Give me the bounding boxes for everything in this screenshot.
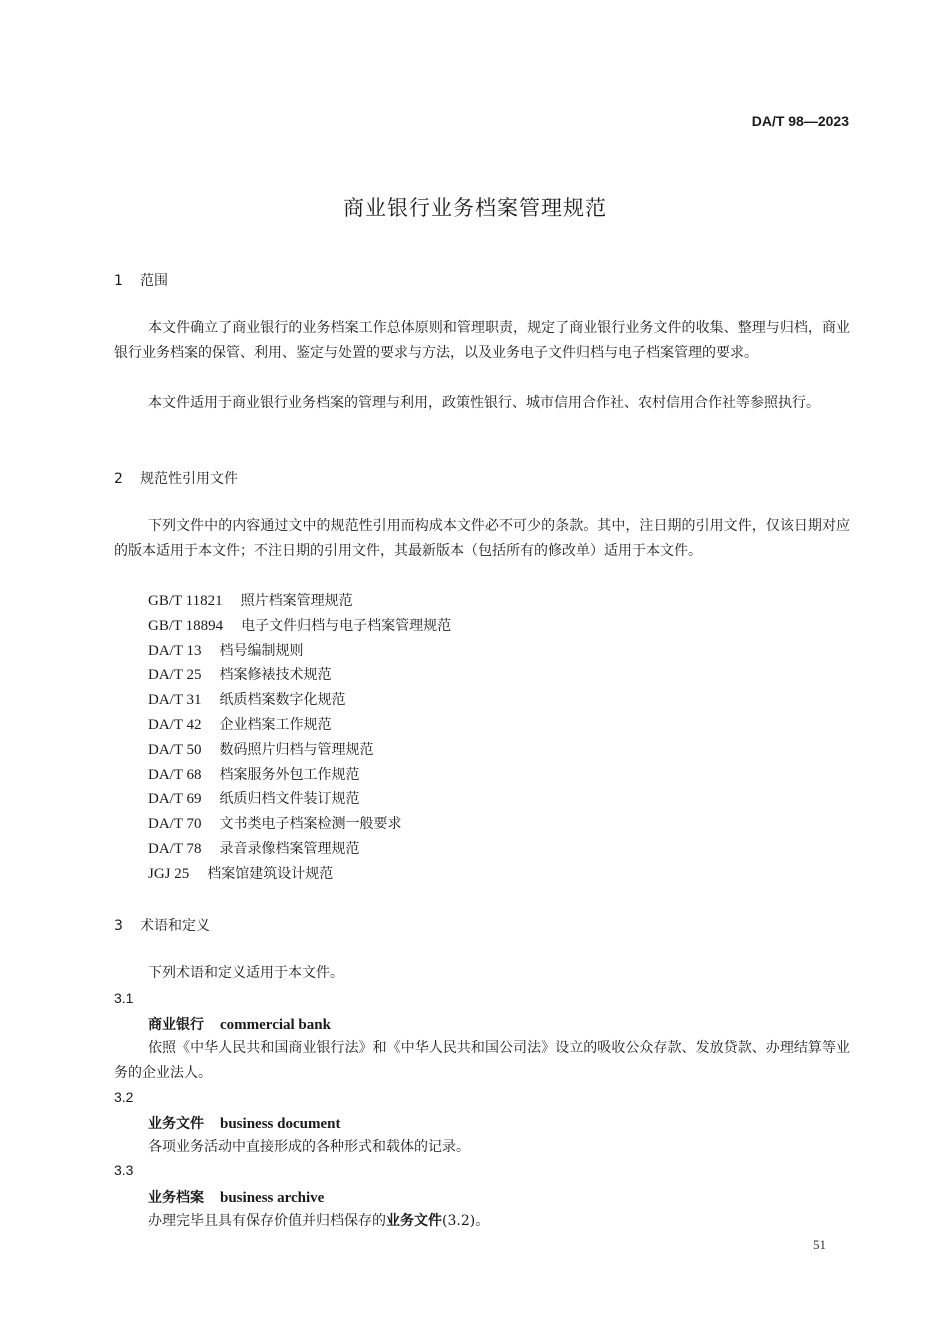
term-en: business archive [220, 1190, 325, 1206]
reference-item [148, 738, 451, 763]
reference-code: GB/T 11821 [148, 593, 223, 609]
reference-name: 企业档案工作规范 [219, 716, 332, 733]
reference-item [148, 763, 451, 788]
term-number: 3.1 [114, 990, 134, 1006]
reference-name: 照片档案管理规范 [240, 593, 353, 609]
reference-item [148, 589, 451, 614]
term-en: business document [220, 1116, 341, 1132]
section-title: 范围 [140, 273, 168, 289]
reference-code: DA/T 25 [148, 667, 202, 684]
section-heading-3 [114, 915, 210, 935]
term-number: 3.2 [114, 1089, 134, 1105]
reference-item [148, 812, 451, 837]
paragraph: 本文件确立了商业银行的业务档案工作总体原则和管理职责，规定了商业银行业务文件的收集、整理与归档，商业银行业务档案的保管、利用、鉴定与处置的要求与方法，以及业务电子文件归档与电子档案管理的要求。 [114, 320, 850, 361]
term-zh: 商业银行 [148, 1017, 204, 1033]
reference-code: DA/T 42 [148, 716, 202, 733]
reference-name: 档案服务外包工作规范 [219, 766, 360, 783]
reference-name: 纸质档案数字化规范 [219, 692, 346, 709]
reference-code: DA/T 78 [148, 840, 202, 857]
standard-number: DA/T 98—2023 [751, 113, 849, 129]
reference-item [148, 837, 451, 862]
reference-name: 纸质归档文件装订规范 [219, 791, 360, 808]
paragraph: 本文件适用于商业银行业务档案的管理与利用，政策性银行、城市信用合作社、农村信用合作社等参照执行。 [148, 395, 820, 411]
section-intro: 下列术语和定义适用于本文件。 [148, 965, 344, 981]
reference-name: 档号编制规则 [219, 642, 304, 659]
reference-item [148, 713, 451, 738]
section-heading-2 [114, 468, 238, 488]
reference-code: DA/T 68 [148, 766, 202, 783]
term-zh: 业务文件 [148, 1116, 204, 1132]
term-number: 3.3 [114, 1162, 134, 1178]
term-definition: 各项业务活动中直接形成的各种形式和载体的记录。 [148, 1139, 470, 1155]
normative-reference-list [148, 589, 451, 887]
reference-name: 电子文件归档与电子档案管理规范 [241, 617, 452, 634]
paragraph: 下列文件中的内容通过文中的规范性引用而构成本文件必不可少的条款。其中，注日期的引用文件，仅该日期对应的版本适用于本文件；不注日期的引用文件，其最新版本（包括所有的修改单）适用于本文件。 [114, 518, 850, 559]
cross-reference-number: (3.2)。 [442, 1213, 490, 1229]
term-en: commercial bank [220, 1017, 331, 1033]
reference-name: 档案馆建筑设计规范 [207, 865, 334, 882]
reference-item [148, 614, 451, 639]
reference-code: DA/T 13 [148, 642, 202, 659]
page-number: 51 [813, 1237, 826, 1252]
term-definition [148, 1209, 489, 1234]
term-zh: 业务档案 [148, 1190, 204, 1206]
reference-name: 录音录像档案管理规范 [219, 840, 360, 857]
document-title: 商业银行业务档案管理规范 [343, 196, 607, 220]
section-title: 术语和定义 [140, 918, 210, 934]
definition-text: 办理完毕且具有保存价值并归档保存的 [148, 1213, 386, 1229]
reference-code: GB/T 18894 [148, 617, 224, 634]
term-entry [148, 1014, 331, 1034]
section-number: 3 [114, 918, 123, 934]
section-title: 规范性引用文件 [140, 471, 238, 487]
section-heading-1 [114, 270, 168, 290]
reference-code: DA/T 50 [148, 741, 202, 758]
reference-code: DA/T 70 [148, 816, 202, 833]
reference-name: 档案修裱技术规范 [219, 667, 332, 684]
reference-name: 数码照片归档与管理规范 [219, 741, 374, 758]
reference-code: DA/T 69 [148, 791, 202, 808]
reference-code: DA/T 31 [148, 692, 202, 709]
section-number: 2 [114, 471, 123, 487]
term-entry [148, 1187, 324, 1207]
cross-reference-term: 业务文件 [386, 1213, 442, 1229]
term-definition: 依照《中华人民共和国商业银行法》和《中华人民共和国公司法》设立的吸收公众存款、发放贷款、办理结算等业务的企业法人。 [114, 1040, 850, 1081]
term-entry [148, 1113, 340, 1133]
reference-item [148, 862, 451, 887]
section-number: 1 [114, 273, 123, 289]
reference-item [148, 688, 451, 713]
reference-name: 文书类电子档案检测一般要求 [219, 816, 402, 833]
reference-item [148, 639, 451, 664]
reference-code: JGJ 25 [148, 865, 190, 882]
reference-item [148, 787, 451, 812]
reference-item [148, 663, 451, 688]
